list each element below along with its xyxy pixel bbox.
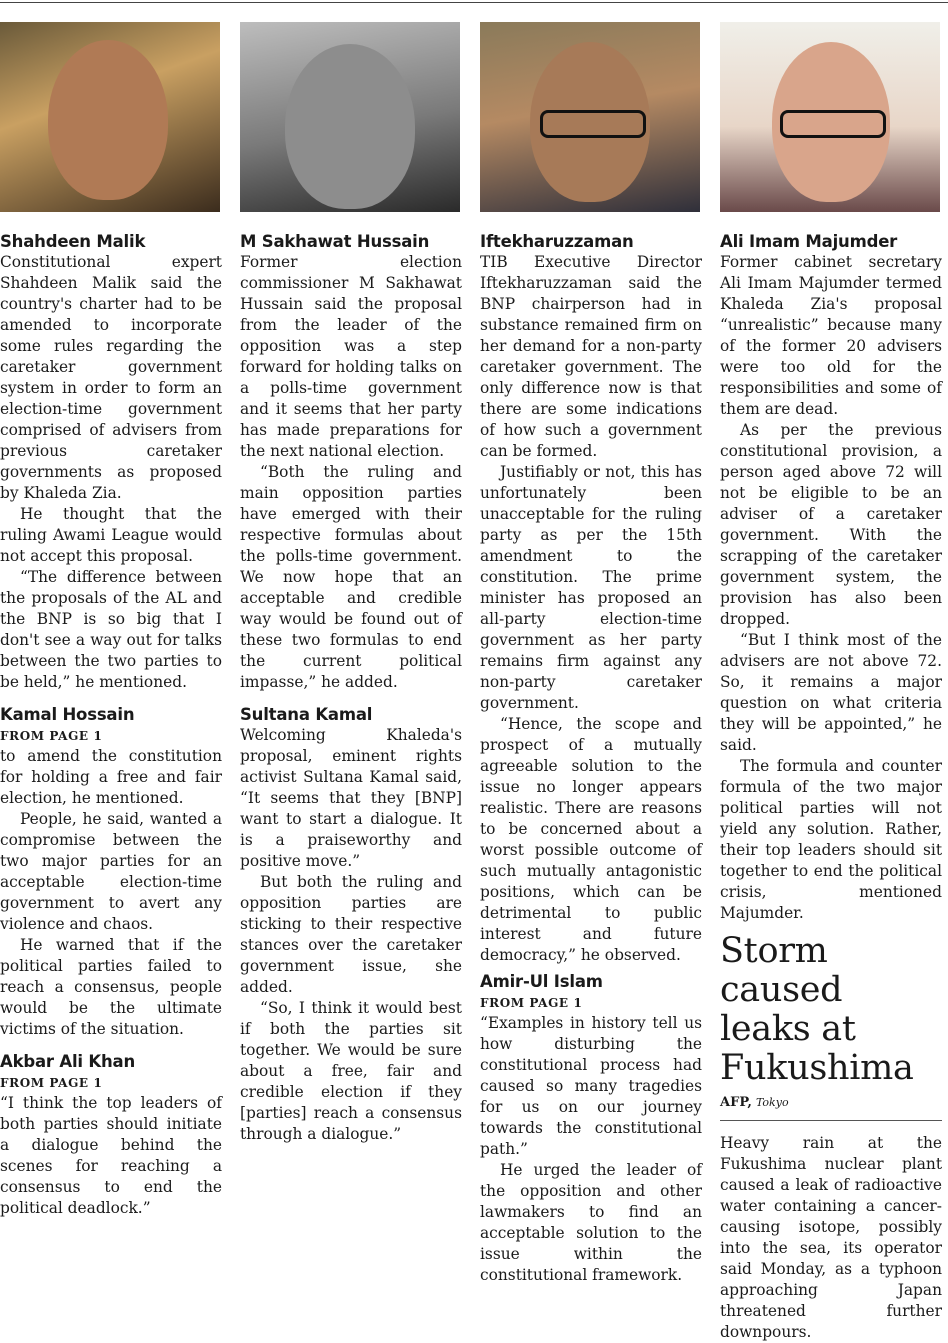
- paragraph: “Hence, the scope and prospect of a mutually agreeable solution to the issue no longer appears realistic. There are reasons to be concerned about a worst possible outcome of such mutually antagonistic positions, which can be detrimental to public interest and future democracy,” he observed.: [480, 715, 702, 964]
- person-name: Akbar Ali Khan: [0, 1052, 136, 1071]
- paragraph: “Both the ruling and main opposition parties have emerged with their respective formulas about the polls-time government. We now hope that an acceptable and credible way would be found out of these two formulas to end the current political impasse,” he added.: [240, 463, 462, 691]
- person-name: Amir-Ul Islam: [480, 972, 603, 991]
- column-sakhawat-hussain: [240, 22, 462, 1145]
- paragraph: As per the previous constitutional provision, a person aged above 72 will not be eligible to be an adviser of a caretaker government. With the scrapping of the caretaker government system, the provision has also been dropped.: [720, 421, 942, 628]
- column-ali-imam-majumder: [720, 22, 942, 1343]
- top-rule: [0, 2, 948, 3]
- jump-label: FROM PAGE 1: [0, 729, 103, 743]
- section-amir-ul-islam: [480, 972, 702, 1286]
- paragraph: The formula and counter formula of the two major political parties will not yield any solution. Rather, their top leaders should sit together to end the political crisis, mentioned Majumder.: [720, 757, 942, 922]
- portrait-photo: [240, 22, 460, 212]
- paragraph: Constitutional expert Shahdeen Malik said the country's charter had to be amended to incorporate some rules regarding the caretaker government system in order to form an election-time government comprised of advisers from previous caretaker governments as proposed by Khaleda Zia.: [0, 253, 222, 502]
- paragraph: to amend the constitution for holding a free and fair election, he mentioned.: [0, 747, 222, 807]
- paragraph: “So, I think it would best if both the parties sit together. We would be sure about a free, fair and credible election if they [parties] reach a consensus through a dialogue.”: [240, 999, 462, 1143]
- person-name: Kamal Hossain: [0, 705, 135, 724]
- portrait-photo: [720, 22, 940, 212]
- paragraph: He urged the leader of the opposition and other lawmakers to find an acceptable solution to the issue within the constitutional framework.: [480, 1161, 702, 1284]
- column-shahdeen-malik: [0, 22, 222, 1219]
- column-iftekharuzzaman: [480, 22, 702, 1286]
- paragraph: “The difference between the proposals of the AL and the BNP is so big that I don't see a way out for talks between the two parties to be held,” he mentioned.: [0, 568, 222, 691]
- byline-city: Tokyo: [755, 1096, 789, 1109]
- glasses-shape: [780, 110, 886, 138]
- jump-label: FROM PAGE 1: [480, 996, 583, 1010]
- byline-agency: AFP,: [720, 1095, 752, 1110]
- portrait-photo: [0, 22, 220, 212]
- person-name: Sultana Kamal: [240, 705, 373, 724]
- section-sultana-kamal: [240, 705, 462, 1145]
- section-kamal-hossain: [0, 705, 222, 1040]
- portrait-photo: [480, 22, 700, 212]
- paragraph: Former cabinet secretary Ali Imam Majumder termed Khaleda Zia's proposal “unrealistic” because many of the former 20 advisers were too old for the responsibilities and some of them are dead.: [720, 253, 942, 418]
- paragraph: He warned that if the political parties failed to reach a consensus, people would be the ultimate victims of the situation.: [0, 936, 222, 1038]
- paragraph: He thought that the ruling Awami League would not accept this proposal.: [0, 505, 222, 565]
- paragraph: “Examples in history tell us how disturbing the constitutional process had caused so many tragedies for us on our journey towards the constitutional path.”: [480, 1014, 702, 1158]
- paragraph: Welcoming Khaleda's proposal, eminent rights activist Sultana Kamal said, “It seems that they [BNP] want to start a dialogue. It is a praiseworthy and positive move.”: [240, 726, 462, 870]
- person-name: Shahdeen Malik: [0, 232, 146, 251]
- paragraph: “But I think most of the advisers are not above 72. So, it remains a major question on what criteria they will be appointed,” he said.: [720, 631, 942, 754]
- paragraph: TIB Executive Director Iftekharuzzaman said the BNP chairperson had in substance remained firm on her demand for a non-party caretaker government. The only difference now is that there are some indications of how such a government can be formed.: [480, 253, 702, 460]
- paragraph: People, he said, wanted a compromise between the two major parties for an acceptable election-time government to avert any violence and chaos.: [0, 810, 222, 933]
- byline: [720, 1094, 942, 1121]
- headline[interactable]: Storm caused leaks at Fukushima: [720, 931, 914, 1088]
- glasses-shape: [540, 110, 646, 138]
- person-name: M Sakhawat Hussain: [240, 232, 430, 251]
- paragraph: But both the ruling and opposition parties are sticking to their respective stances over the caretaker government issue, she added.: [240, 873, 462, 996]
- paragraph: Former election commissioner M Sakhawat Hussain said the proposal from the leader of the opposition was a step forward for holding talks on a polls-time government and it seems that her party has made preparations for the next national election.: [240, 253, 462, 460]
- person-name: Iftekharuzzaman: [480, 232, 634, 251]
- section-akbar-ali-khan: [0, 1052, 222, 1219]
- story-lead: Heavy rain at the Fukushima nuclear plant caused a leak of radioactive water containing a cancer-causing isotope, possibly into the sea, its operator said Monday, as a typhoon approaching Japan threatened further downpours.: [720, 1134, 942, 1341]
- person-name: Ali Imam Majumder: [720, 232, 898, 251]
- paragraph: Justifiably or not, this has unfortunately been unacceptable for the ruling party as per the 15th amendment to the constitution. The prime minister has proposed an all-party election-time government as her party remains firm against any non-party caretaker government.: [480, 463, 702, 712]
- story-fukushima: [720, 932, 942, 1343]
- paragraph: “I think the top leaders of both parties should initiate a dialogue behind the scenes for reaching a consensus to end the political deadlock.”: [0, 1094, 222, 1217]
- jump-label: FROM PAGE 1: [0, 1076, 103, 1090]
